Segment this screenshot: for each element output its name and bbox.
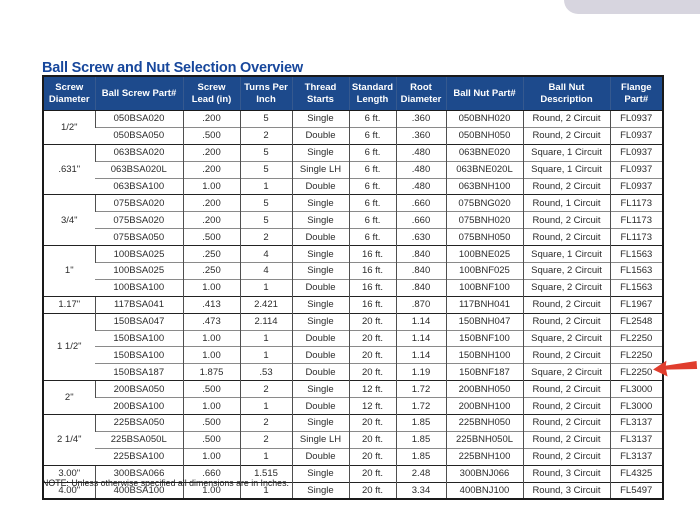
cell-turns-per-inch: 1 [240, 178, 292, 195]
cell-turns-per-inch: 1 [240, 448, 292, 465]
cell-root-diameter: .630 [396, 229, 446, 246]
cell-standard-length: 20 ft. [349, 448, 396, 465]
cell-ball-nut-description: Square, 1 Circuit [523, 246, 610, 263]
cell-ball-screw-part: 150BSA100 [95, 330, 183, 347]
cell-turns-per-inch: 2 [240, 229, 292, 246]
table-row [43, 381, 663, 398]
cell-screw-lead: .200 [183, 161, 240, 178]
cell-ball-nut-description: Round, 2 Circuit [523, 381, 610, 398]
cell-root-diameter: 1.72 [396, 381, 446, 398]
table-row [43, 279, 663, 296]
cell-turns-per-inch: 2 [240, 415, 292, 432]
cell-ball-nut-part: 117BNH041 [446, 296, 523, 313]
cell-flange-part: FL1563 [610, 246, 663, 263]
cell-ball-screw-part: 100BSA025 [95, 263, 183, 280]
cell-screw-lead: .500 [183, 415, 240, 432]
cell-thread-starts: Double [292, 347, 349, 364]
cell-ball-nut-part: 100BNF025 [446, 263, 523, 280]
cell-ball-nut-part: 050BNH020 [446, 111, 523, 128]
cell-thread-starts: Double [292, 229, 349, 246]
cell-root-diameter: .360 [396, 127, 446, 144]
column-header-5: Standard Length [349, 76, 396, 111]
table-row [43, 229, 663, 246]
column-header-0: Screw Diameter [43, 76, 95, 111]
cell-screw-lead: 1.00 [183, 330, 240, 347]
cell-turns-per-inch: 5 [240, 212, 292, 229]
cell-screw-lead: .413 [183, 296, 240, 313]
cell-thread-starts: Single [292, 313, 349, 330]
cell-ball-nut-part: 063BNE020L [446, 161, 523, 178]
dimensions-note: NOTE: Unless otherwise specified all dimensions are in Inches. [42, 478, 289, 488]
cell-standard-length: 6 ft. [349, 144, 396, 161]
cell-flange-part: FL2250 [610, 364, 663, 381]
cell-ball-screw-part: 150BSA187 [95, 364, 183, 381]
table-row [43, 431, 663, 448]
table-row [43, 364, 663, 381]
cell-root-diameter: .480 [396, 161, 446, 178]
cell-standard-length: 6 ft. [349, 229, 396, 246]
cell-thread-starts: Single [292, 465, 349, 482]
cell-ball-nut-description: Square, 2 Circuit [523, 330, 610, 347]
table-row [43, 347, 663, 364]
cell-standard-length: 6 ft. [349, 161, 396, 178]
table-row [43, 161, 663, 178]
cell-thread-starts: Single [292, 111, 349, 128]
cell-ball-screw-part: 225BSA050L [95, 431, 183, 448]
cell-root-diameter: 1.14 [396, 330, 446, 347]
cell-ball-screw-part: 150BSA047 [95, 313, 183, 330]
column-header-8: Ball Nut Description [523, 76, 610, 111]
column-header-7: Ball Nut Part# [446, 76, 523, 111]
cell-thread-starts: Single [292, 263, 349, 280]
cell-turns-per-inch: 1.515 [240, 465, 292, 482]
cell-ball-screw-part: 300BSA066 [95, 465, 183, 482]
cell-ball-nut-description: Square, 2 Circuit [523, 364, 610, 381]
cell-screw-diameter: 3.00" [43, 465, 95, 482]
cell-flange-part: FL0937 [610, 178, 663, 195]
cell-thread-starts: Single LH [292, 161, 349, 178]
cell-turns-per-inch: 1 [240, 347, 292, 364]
cell-screw-lead: .200 [183, 111, 240, 128]
cell-flange-part: FL3137 [610, 448, 663, 465]
cell-root-diameter: .840 [396, 246, 446, 263]
cell-thread-starts: Double [292, 127, 349, 144]
cell-thread-starts: Single [292, 246, 349, 263]
cell-flange-part: FL0937 [610, 127, 663, 144]
cell-standard-length: 6 ft. [349, 212, 396, 229]
table-row [43, 144, 663, 161]
column-header-2: Screw Lead (in) [183, 76, 240, 111]
cell-ball-nut-description: Round, 1 Circuit [523, 195, 610, 212]
cell-turns-per-inch: 1 [240, 330, 292, 347]
cell-flange-part: FL1173 [610, 195, 663, 212]
table-header [43, 76, 663, 111]
cell-flange-part: FL0937 [610, 111, 663, 128]
cell-ball-nut-description: Square, 2 Circuit [523, 279, 610, 296]
cell-root-diameter: .870 [396, 296, 446, 313]
cell-screw-lead: .200 [183, 195, 240, 212]
cell-ball-screw-part: 063BSA020L [95, 161, 183, 178]
cell-screw-lead: 1.00 [183, 178, 240, 195]
cell-screw-diameter: 3/4" [43, 195, 95, 246]
cell-turns-per-inch: 4 [240, 263, 292, 280]
cell-turns-per-inch: 5 [240, 144, 292, 161]
table-row [43, 415, 663, 432]
cell-standard-length: 6 ft. [349, 127, 396, 144]
cell-turns-per-inch: 5 [240, 111, 292, 128]
table-row [43, 212, 663, 229]
cell-turns-per-inch: 2 [240, 127, 292, 144]
selection-overview-table [42, 75, 664, 500]
cell-ball-nut-description: Round, 2 Circuit [523, 398, 610, 415]
cell-thread-starts: Double [292, 448, 349, 465]
cell-standard-length: 20 ft. [349, 364, 396, 381]
cell-ball-screw-part: 063BSA020 [95, 144, 183, 161]
cell-ball-nut-part: 200BNH100 [446, 398, 523, 415]
cell-flange-part: FL3137 [610, 415, 663, 432]
cell-ball-nut-part: 150BNF100 [446, 330, 523, 347]
cell-turns-per-inch: .53 [240, 364, 292, 381]
cell-root-diameter: .840 [396, 279, 446, 296]
cell-root-diameter: 3.34 [396, 482, 446, 499]
cell-standard-length: 20 ft. [349, 415, 396, 432]
cell-root-diameter: 1.72 [396, 398, 446, 415]
cell-standard-length: 20 ft. [349, 465, 396, 482]
cell-root-diameter: 1.85 [396, 448, 446, 465]
cell-ball-nut-part: 300BNJ066 [446, 465, 523, 482]
cell-ball-nut-description: Round, 3 Circuit [523, 482, 610, 499]
cell-flange-part: FL1173 [610, 229, 663, 246]
cell-screw-diameter: 2" [43, 381, 95, 415]
cell-ball-nut-part: 225BNH050L [446, 431, 523, 448]
cell-ball-nut-description: Square, 1 Circuit [523, 144, 610, 161]
cell-thread-starts: Double [292, 178, 349, 195]
cell-ball-nut-description: Round, 2 Circuit [523, 448, 610, 465]
cell-ball-nut-description: Round, 2 Circuit [523, 431, 610, 448]
cell-ball-screw-part: 063BSA100 [95, 178, 183, 195]
cell-thread-starts: Double [292, 279, 349, 296]
cell-screw-lead: 1.00 [183, 398, 240, 415]
cell-root-diameter: .360 [396, 111, 446, 128]
cell-root-diameter: 1.19 [396, 364, 446, 381]
cell-flange-part: FL5497 [610, 482, 663, 499]
cell-turns-per-inch: 2 [240, 381, 292, 398]
cell-screw-diameter: 1" [43, 246, 95, 297]
cell-screw-lead: .500 [183, 431, 240, 448]
cell-screw-lead: 1.00 [183, 347, 240, 364]
table-row [43, 448, 663, 465]
cell-screw-diameter: 4.00" [43, 482, 95, 499]
cell-flange-part: FL1563 [610, 279, 663, 296]
cell-ball-nut-description: Round, 2 Circuit [523, 296, 610, 313]
cell-standard-length: 20 ft. [349, 482, 396, 499]
cell-flange-part: FL2250 [610, 330, 663, 347]
cell-turns-per-inch: 1 [240, 482, 292, 499]
cell-thread-starts: Single [292, 144, 349, 161]
cell-screw-lead: 1.00 [183, 448, 240, 465]
cell-screw-lead: 1.875 [183, 364, 240, 381]
cell-ball-nut-part: 150BNH047 [446, 313, 523, 330]
cell-root-diameter: 1.14 [396, 313, 446, 330]
cell-thread-starts: Double [292, 364, 349, 381]
cell-ball-screw-part: 050BSA050 [95, 127, 183, 144]
cell-ball-nut-description: Square, 2 Circuit [523, 263, 610, 280]
table-row [43, 263, 663, 280]
cell-ball-nut-description: Round, 2 Circuit [523, 313, 610, 330]
cell-thread-starts: Single [292, 195, 349, 212]
cell-root-diameter: 1.14 [396, 347, 446, 364]
cell-thread-starts: Single [292, 482, 349, 499]
cell-thread-starts: Single [292, 296, 349, 313]
table-row [43, 296, 663, 313]
cell-screw-lead: .200 [183, 212, 240, 229]
cell-flange-part: FL1563 [610, 263, 663, 280]
table-row [43, 313, 663, 330]
cell-turns-per-inch: 2.114 [240, 313, 292, 330]
cell-ball-nut-part: 225BNH100 [446, 448, 523, 465]
cell-ball-nut-description: Square, 1 Circuit [523, 161, 610, 178]
column-header-3: Turns Per Inch [240, 76, 292, 111]
table-row [43, 127, 663, 144]
table-row [43, 330, 663, 347]
cell-flange-part: FL2548 [610, 313, 663, 330]
red-arrow-icon [651, 356, 698, 379]
cell-ball-nut-part: 075BNH020 [446, 212, 523, 229]
cell-screw-lead: .200 [183, 144, 240, 161]
cell-ball-nut-description: Round, 2 Circuit [523, 415, 610, 432]
cell-screw-diameter: .631" [43, 144, 95, 195]
cell-screw-lead: .500 [183, 127, 240, 144]
cell-standard-length: 16 ft. [349, 296, 396, 313]
cell-ball-nut-part: 100BNE025 [446, 246, 523, 263]
cell-ball-nut-description: Round, 2 Circuit [523, 229, 610, 246]
cell-ball-nut-part: 063BNE020 [446, 144, 523, 161]
cell-screw-diameter: 2 1/4" [43, 415, 95, 466]
cell-ball-nut-part: 050BNH050 [446, 127, 523, 144]
cell-flange-part: FL3137 [610, 431, 663, 448]
cell-screw-lead: .250 [183, 263, 240, 280]
cell-thread-starts: Single LH [292, 431, 349, 448]
cell-root-diameter: 2.48 [396, 465, 446, 482]
cell-flange-part: FL1173 [610, 212, 663, 229]
cell-ball-nut-part: 075BNH050 [446, 229, 523, 246]
cell-screw-diameter: 1.17" [43, 296, 95, 313]
cell-ball-screw-part: 100BSA100 [95, 279, 183, 296]
cell-thread-starts: Single [292, 415, 349, 432]
cell-screw-lead: .660 [183, 465, 240, 482]
cell-ball-nut-part: 150BNH100 [446, 347, 523, 364]
cell-turns-per-inch: 4 [240, 246, 292, 263]
cell-standard-length: 12 ft. [349, 381, 396, 398]
cell-standard-length: 16 ft. [349, 263, 396, 280]
cell-screw-diameter: 1 1/2" [43, 313, 95, 381]
cell-standard-length: 6 ft. [349, 195, 396, 212]
cell-root-diameter: .840 [396, 263, 446, 280]
cell-ball-screw-part: 225BSA100 [95, 448, 183, 465]
cell-ball-screw-part: 150BSA100 [95, 347, 183, 364]
cell-screw-diameter: 1/2" [60, 121, 78, 133]
cell-root-diameter: .660 [396, 212, 446, 229]
cell-flange-part: FL2250 [610, 347, 663, 364]
cell-turns-per-inch: 2 [240, 431, 292, 448]
cell-flange-part: FL0937 [610, 144, 663, 161]
column-header-4: Thread Starts [292, 76, 349, 111]
cell-root-diameter: 1.85 [396, 431, 446, 448]
cell-ball-screw-part: 075BSA020 [95, 195, 183, 212]
cell-turns-per-inch: 5 [240, 161, 292, 178]
cell-ball-screw-part: 400BSA100 [95, 482, 183, 499]
table-row [43, 398, 663, 415]
cell-ball-screw-part: 200BSA050 [95, 381, 183, 398]
cell-flange-part: FL1967 [610, 296, 663, 313]
cell-ball-screw-part: 100BSA025 [95, 246, 183, 263]
cell-thread-starts: Double [292, 330, 349, 347]
cell-standard-length: 12 ft. [349, 398, 396, 415]
cell-ball-screw-part: 075BSA050 [95, 229, 183, 246]
cell-turns-per-inch: 1 [240, 398, 292, 415]
cell-turns-per-inch: 5 [240, 195, 292, 212]
cell-screw-lead: .250 [183, 246, 240, 263]
cell-ball-screw-part: 225BSA050 [95, 415, 183, 432]
cell-ball-nut-description: Round, 2 Circuit [523, 127, 610, 144]
cell-flange-part: FL3000 [610, 381, 663, 398]
column-header-1: Ball Screw Part# [95, 76, 183, 111]
cell-root-diameter: .660 [396, 195, 446, 212]
cell-thread-starts: Double [292, 398, 349, 415]
cell-ball-nut-description: Round, 3 Circuit [523, 465, 610, 482]
column-header-9: Flange Part# [610, 76, 663, 111]
cell-standard-length: 6 ft. [349, 111, 396, 128]
cell-screw-lead: .500 [183, 381, 240, 398]
cell-turns-per-inch: 2.421 [240, 296, 292, 313]
cell-standard-length: 20 ft. [349, 330, 396, 347]
cell-screw-lead: .473 [183, 313, 240, 330]
cell-ball-screw-part: 075BSA020 [95, 212, 183, 229]
cell-root-diameter: .480 [396, 144, 446, 161]
cell-thread-starts: Single [292, 212, 349, 229]
cell-ball-nut-description: Round, 2 Circuit [523, 111, 610, 128]
cell-standard-length: 16 ft. [349, 246, 396, 263]
cell-ball-screw-part: 200BSA100 [95, 398, 183, 415]
table-row [43, 195, 663, 212]
cell-ball-nut-part: 400BNJ100 [446, 482, 523, 499]
cell-standard-length: 16 ft. [349, 279, 396, 296]
cell-standard-length: 20 ft. [349, 431, 396, 448]
cell-ball-nut-description: Round, 2 Circuit [523, 347, 610, 364]
page-corner-decoration [564, 0, 700, 14]
cell-flange-part: FL0937 [610, 161, 663, 178]
cell-thread-starts: Single [292, 381, 349, 398]
cell-ball-nut-part: 150BNF187 [446, 364, 523, 381]
table-row [43, 246, 663, 263]
cell-ball-nut-part: 063BNH100 [446, 178, 523, 195]
cell-ball-screw-part: 050BSA020 [95, 111, 183, 128]
cell-ball-nut-description: Round, 2 Circuit [523, 178, 610, 195]
cell-standard-length: 20 ft. [349, 347, 396, 364]
cell-root-diameter: 1.85 [396, 415, 446, 432]
cell-ball-nut-description: Round, 2 Circuit [523, 212, 610, 229]
cell-turns-per-inch: 1 [240, 279, 292, 296]
cell-ball-screw-part: 117BSA041 [95, 296, 183, 313]
cell-screw-lead: .500 [183, 229, 240, 246]
column-header-6: Root Diameter [396, 76, 446, 111]
cell-flange-part: FL4325 [610, 465, 663, 482]
cell-screw-lead: 1.00 [183, 279, 240, 296]
cell-flange-part: FL3000 [610, 398, 663, 415]
cell-screw-lead: 1.00 [183, 482, 240, 499]
page-title: Ball Screw and Nut Selection Overview [42, 59, 303, 76]
cell-standard-length: 6 ft. [349, 178, 396, 195]
cell-standard-length: 20 ft. [349, 313, 396, 330]
table-row [43, 178, 663, 195]
table-row [43, 111, 663, 128]
cell-root-diameter: .480 [396, 178, 446, 195]
cell-ball-nut-part: 100BNF100 [446, 279, 523, 296]
cell-ball-nut-part: 200BNH050 [446, 381, 523, 398]
cell-ball-nut-part: 075BNG020 [446, 195, 523, 212]
cell-ball-nut-part: 225BNH050 [446, 415, 523, 432]
